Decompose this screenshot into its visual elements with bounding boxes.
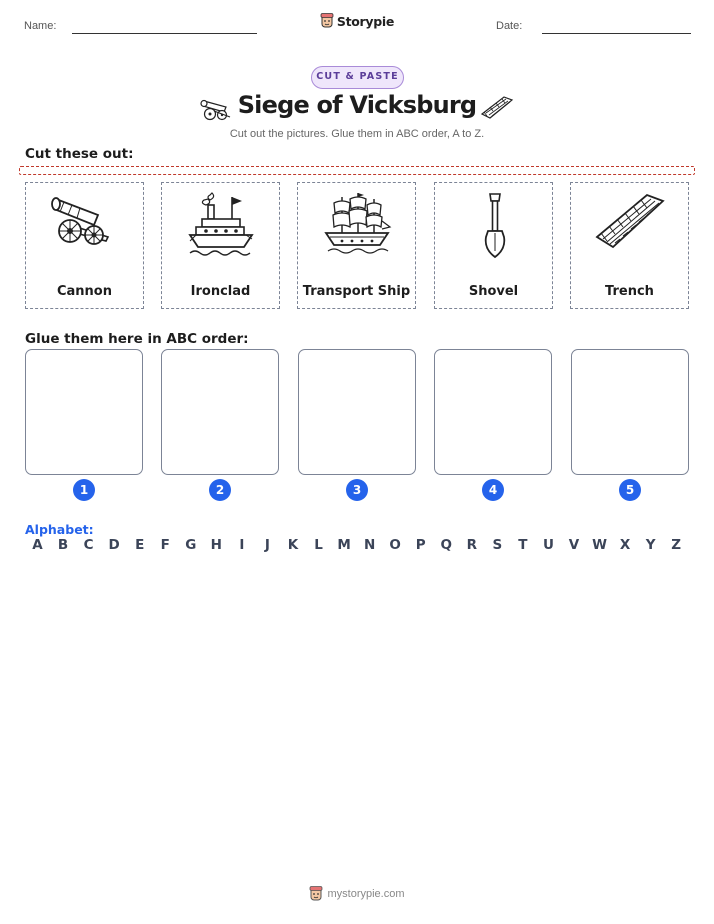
alphabet-letter: B [57, 537, 69, 553]
footer [0, 886, 714, 906]
page-title: Siege of Vicksburg [237, 91, 477, 119]
alphabet-letter: S [492, 537, 503, 553]
slot-number-1: 1 [73, 479, 95, 501]
brand-logo [0, 13, 714, 33]
glue-slot-2[interactable] [161, 349, 279, 475]
cut-card-cannon[interactable] [25, 182, 144, 309]
alphabet-letter: Y [645, 537, 656, 553]
alphabet-letter: D [108, 537, 120, 553]
cut-card-trench[interactable] [570, 182, 689, 309]
cut-card-ironclad[interactable] [161, 182, 280, 309]
alphabet-letter: X [619, 537, 631, 553]
alphabet-row [25, 537, 689, 553]
alphabet-letter: E [135, 537, 145, 553]
alphabet-letter: N [363, 537, 376, 553]
card-label: Shovel [468, 284, 519, 299]
alphabet-letter: M [337, 537, 351, 553]
alphabet-letter: K [287, 537, 299, 553]
card-label: Transport Ship [302, 284, 411, 299]
cut-section-heading: Cut these out: [25, 146, 134, 162]
footer-link[interactable]: mystorypie.com [327, 888, 405, 900]
slot-number-2: 2 [209, 479, 231, 501]
date-write-line[interactable] [542, 33, 691, 34]
cut-card-shovel[interactable] [434, 182, 553, 309]
alphabet-letter: R [466, 537, 477, 553]
trench-icon [593, 191, 667, 253]
shovel-icon [474, 191, 514, 261]
glue-slot-3[interactable] [298, 349, 416, 475]
alphabet-letter: T [518, 537, 528, 553]
glue-slot-5[interactable] [571, 349, 689, 475]
name-label: Name: [24, 20, 57, 32]
alphabet-letter: J [264, 537, 270, 553]
name-write-line[interactable] [72, 33, 257, 34]
trench-icon [480, 94, 514, 120]
card-label: Trench [605, 284, 654, 299]
alphabet-letter: F [160, 537, 170, 553]
alphabet-letter: H [210, 537, 222, 553]
storypie-mascot-icon [309, 886, 323, 902]
sailing-ship-icon [322, 191, 392, 257]
alphabet-label: Alphabet: [25, 522, 94, 537]
cannon-icon [50, 191, 120, 249]
storypie-mascot-icon [320, 13, 334, 29]
alphabet-letter: Q [440, 537, 452, 553]
page-subtitle: Cut out the pictures. Glue them in ABC order, A to Z. [229, 128, 485, 140]
date-label: Date: [496, 20, 523, 32]
slot-number-3: 3 [346, 479, 368, 501]
glue-section-heading: Glue them here in ABC order: [25, 331, 249, 347]
alphabet-letter: C [83, 537, 94, 553]
slot-number-5: 5 [619, 479, 641, 501]
slot-number-4: 4 [482, 479, 504, 501]
alphabet-letter: A [32, 537, 43, 553]
card-label: Ironclad [190, 284, 251, 299]
card-label: Cannon [56, 284, 112, 299]
alphabet-letter: O [389, 537, 401, 553]
brand-name: Storypie [336, 13, 395, 29]
cut-card-transport-ship[interactable] [297, 182, 416, 309]
alphabet-letter: G [185, 537, 197, 553]
alphabet-letter: U [542, 537, 554, 553]
glue-slot-1[interactable] [25, 349, 143, 475]
cut-line [19, 166, 695, 175]
ironclad-ship-icon [186, 191, 256, 261]
alphabet-letter: I [239, 537, 245, 553]
alphabet-letter: P [415, 537, 426, 553]
alphabet-letter: L [314, 537, 323, 553]
alphabet-letter: V [568, 537, 580, 553]
glue-slot-4[interactable] [434, 349, 552, 475]
alphabet-letter: Z [671, 537, 682, 553]
alphabet-letter: W [592, 537, 607, 553]
activity-badge: CUT & PASTE [311, 66, 404, 89]
